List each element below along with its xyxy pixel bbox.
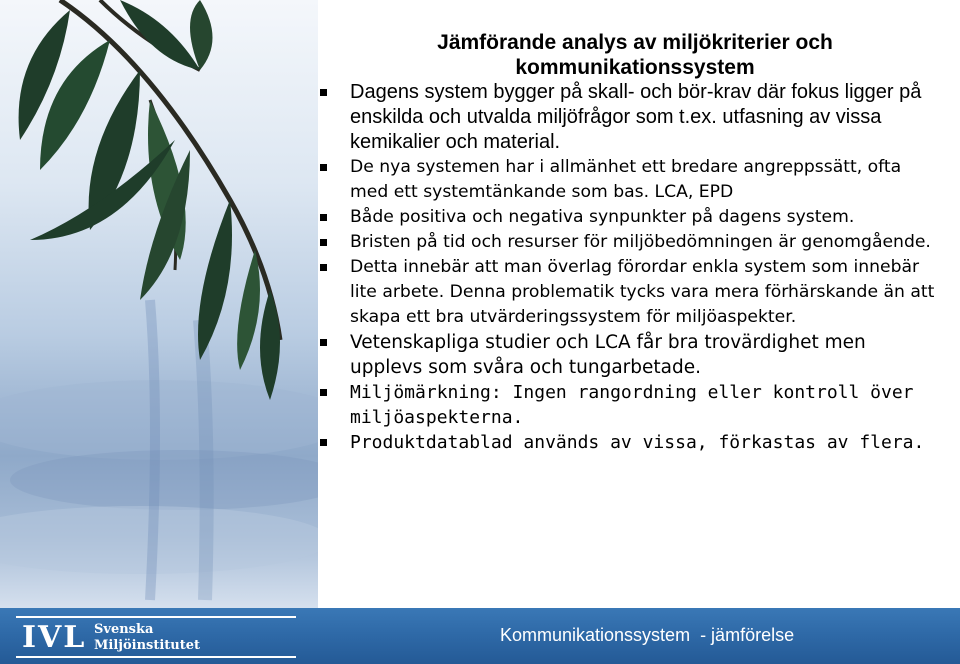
- list-item: [320, 205, 940, 230]
- bullet-text: Både positiva och negativa synpunkter på dagens system.: [350, 207, 855, 227]
- slide-footer: [0, 608, 960, 664]
- bullet-list: [320, 80, 940, 455]
- bullet-text: Produktdatablad används av vissa, förkastas av flera.: [350, 432, 925, 453]
- list-item: [320, 380, 940, 430]
- ivl-logo: [16, 616, 296, 658]
- leaves-water-photo: [0, 0, 318, 608]
- list-item: [320, 230, 940, 255]
- list-item: [320, 330, 940, 380]
- logo-line2: Miljöinstitutet: [94, 638, 201, 653]
- leaves-illustration: [0, 0, 318, 608]
- list-item: [320, 80, 940, 155]
- bullet-square-icon: [320, 339, 327, 346]
- bullet-text: Vetenskapliga studier och LCA får bra trovärdighet men upplevs som svåra och tungarbetade.: [350, 332, 866, 378]
- bullet-text: Dagens system bygger på skall- och bör-krav där fokus ligger på enskilda och utvalda miljöfrågor som t.ex. utfasning av vissa kemikalier och material.: [350, 81, 922, 153]
- bullet-text: Detta innebär att man överlag förordar enkla system som innebär lite arbete. Denna problematik tycks vara mera förhärskande än att skapa ett bra utvärderingssystem för miljöaspekter.: [350, 257, 935, 327]
- bullet-square-icon: [320, 439, 327, 446]
- footer-caption: Kommunikationssystem - jämförelse: [500, 625, 795, 645]
- slide-title: Jämförande analys av miljökriterier och kommunikationssystem: [437, 31, 833, 79]
- bullet-square-icon: [320, 89, 327, 96]
- logo-mark: IVL: [22, 620, 87, 655]
- bullet-square-icon: [320, 164, 327, 171]
- logo-line1: Svenska: [94, 622, 154, 637]
- bullet-text: Bristen på tid och resurser för miljöbedömningen är genomgående.: [350, 232, 931, 252]
- logo-name: [94, 622, 200, 654]
- bullet-square-icon: [320, 264, 327, 271]
- bullet-text: De nya systemen har i allmänhet ett bredare angreppssätt, ofta med ett systemtänkande som bas. LCA, EPD: [350, 157, 902, 202]
- list-item: [320, 255, 940, 330]
- bullet-text: Miljömärkning: Ingen rangordning eller kontroll över miljöaspekterna.: [350, 382, 914, 428]
- bullet-square-icon: [320, 389, 327, 396]
- list-item: [320, 155, 940, 205]
- bullet-square-icon: [320, 214, 327, 221]
- bullet-square-icon: [320, 239, 327, 246]
- list-item: [320, 430, 940, 455]
